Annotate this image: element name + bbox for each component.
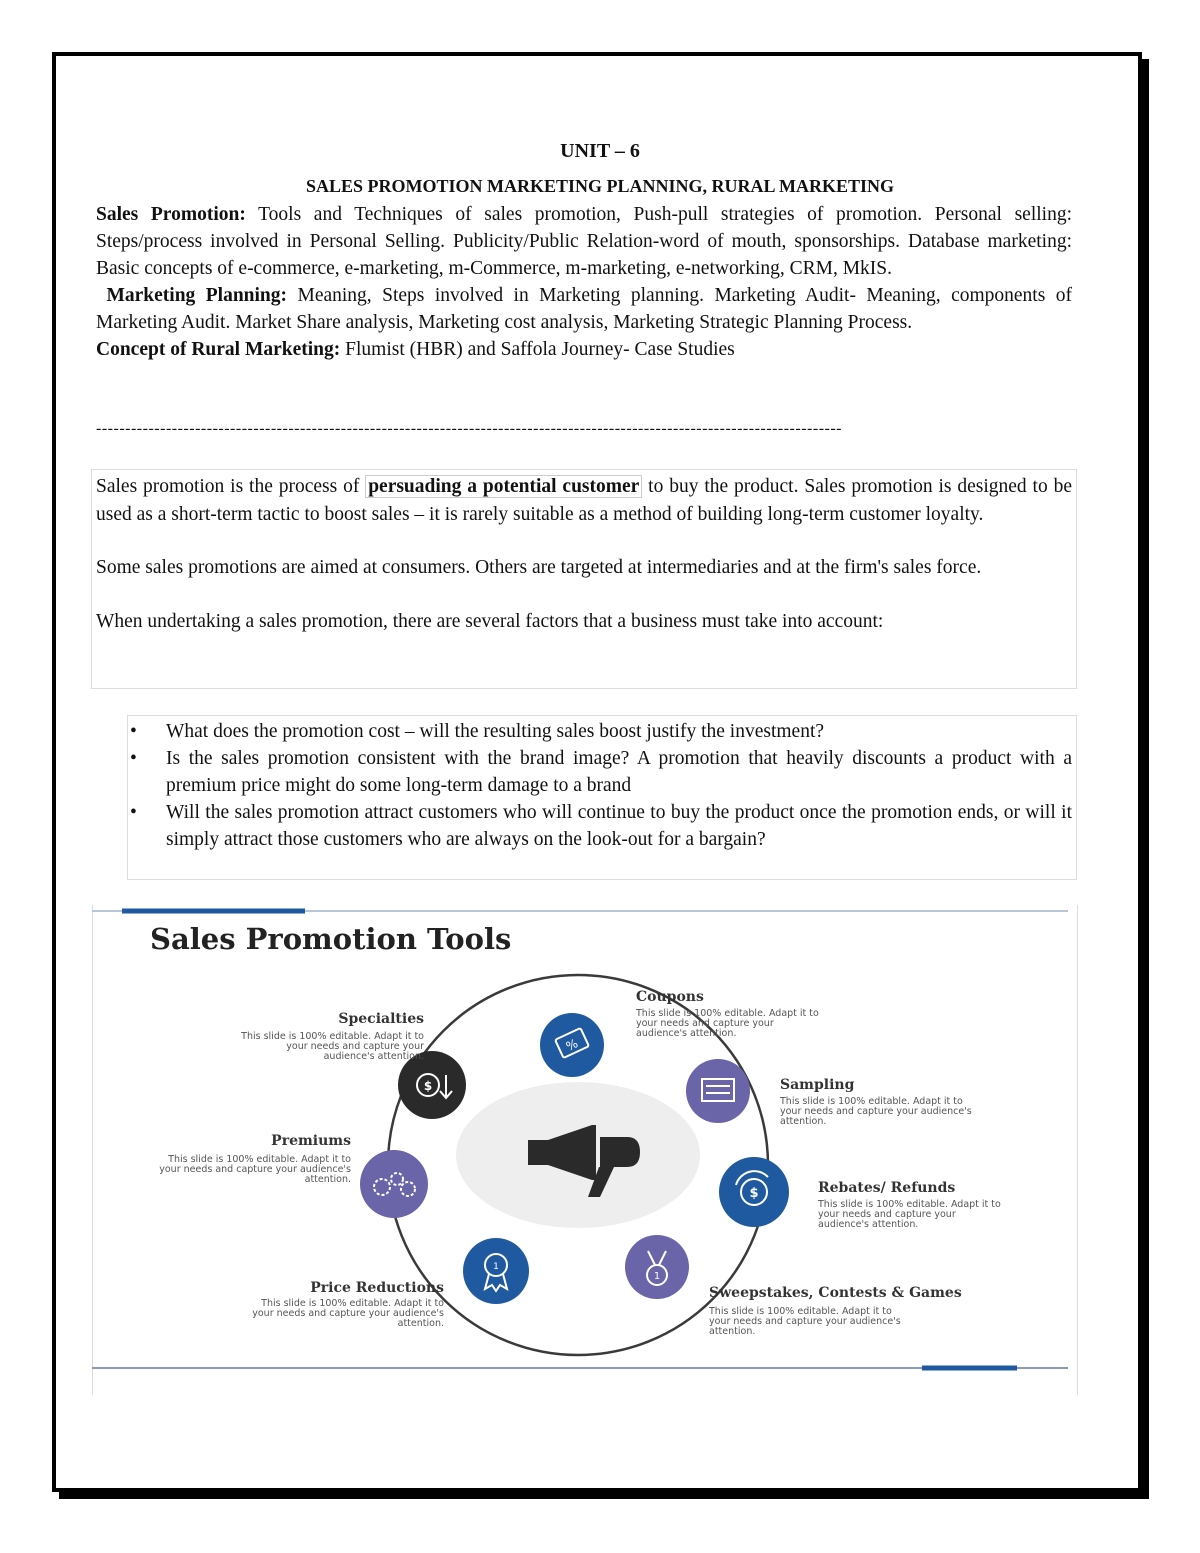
tool-coupons [635, 989, 819, 1039]
figure-title: Sales Promotion Tools [150, 922, 512, 956]
list-item [128, 718, 1072, 745]
tool-rebates-refunds [817, 1180, 1001, 1230]
tool-desc: your needs and capture your audience's [159, 1164, 351, 1175]
award-ribbon-icon [463, 1238, 529, 1304]
tool-sampling [779, 1077, 972, 1127]
tool-name: Sweepstakes, Contests & Games [709, 1285, 962, 1301]
intro-paragraph [96, 473, 1072, 528]
tool-desc: attention. [304, 1174, 351, 1185]
syllabus-block [96, 201, 1072, 363]
tool-desc: This slide is 100% editable. Adapt it to [261, 1298, 444, 1309]
tool-name: Specialties [338, 1011, 424, 1027]
gears-icon [360, 1150, 428, 1218]
tool-premiums [159, 1133, 351, 1185]
list-item [128, 799, 1072, 853]
refund-icon [719, 1157, 789, 1227]
tool-desc: This slide is 100% editable. Adapt it to [168, 1154, 351, 1165]
tool-desc: your needs and capture your audience's [780, 1106, 972, 1117]
factors-box [127, 715, 1077, 880]
list-item-text: What does the promotion cost – will the resulting sales boost justify the investment? [166, 721, 825, 742]
section-title: SALES PROMOTION MARKETING PLANNING, RURAL MARKETING [305, 176, 895, 196]
unit-title: UNIT – 6 [560, 140, 640, 162]
tool-sweepstakes [708, 1285, 962, 1337]
intro-paragraph: When undertaking a sales promotion, there are several factors that a business must take into account: [96, 610, 884, 632]
sales-promotion-tools-figure [92, 905, 1078, 1395]
intro-paragraph: Some sales promotions are aimed at consumers. Others are targeted at intermediaries and at the firm's sales force. [96, 557, 982, 578]
tools-diagram [92, 905, 1078, 1395]
tool-desc: attention. [780, 1116, 827, 1127]
sampling-icon [686, 1059, 750, 1123]
tool-desc: your needs and capture your audience's [709, 1316, 901, 1327]
factors-list [128, 718, 1072, 853]
coupon-icon [540, 1013, 604, 1077]
list-item-text: Is the sales promotion consistent with the brand image? A promotion that heavily discounts a product with a premium price might do some long-term damage to a brand [166, 748, 1072, 796]
tool-name: Rebates/ Refunds [818, 1180, 956, 1196]
tool-desc: your needs and capture your [818, 1209, 956, 1220]
list-item-text: Will the sales promotion attract customers who will continue to buy the product once the promotion ends, or will it simply attract those customers who are always on the look-out for a bargain? [166, 802, 1072, 850]
tool-desc: This slide is 100% editable. Adapt it to [780, 1096, 963, 1107]
bullet-icon: • [130, 721, 137, 742]
tool-desc: audience's attention. [818, 1219, 919, 1230]
svg-text:$: $ [749, 1186, 759, 1201]
tool-desc: This slide is 100% editable. Adapt it to [818, 1199, 1001, 1210]
syllabus-heading: Marketing Planning: [106, 285, 288, 306]
tool-desc: This slide is 100% editable. Adapt it to [709, 1306, 892, 1317]
svg-text:1: 1 [493, 1262, 499, 1272]
tool-specialties [240, 1011, 424, 1062]
tool-price-reductions [252, 1280, 444, 1329]
tool-desc: your needs and capture your [636, 1018, 774, 1029]
tool-desc: your needs and capture your [286, 1041, 424, 1052]
tool-desc: audience's attention. [636, 1028, 737, 1039]
dashed-divider: -------------------------------------------------------------------------------------------------------------------------------- [96, 420, 842, 437]
tool-name: Premiums [271, 1133, 351, 1149]
syllabus-text: Meaning, Steps involved in Marketing planning. Marketing Audit- Meaning, components of Marketing Audit. Market Share analysis, Marketing cost analysis, Marketing Strategic Planning Process. [96, 285, 1073, 333]
medal-icon [625, 1235, 689, 1299]
tool-desc: This slide is 100% editable. Adapt it to [636, 1008, 819, 1019]
intro-text: Sales promotion is the process of [96, 476, 366, 497]
tool-name: Sampling [780, 1077, 855, 1093]
tool-name: Coupons [636, 989, 704, 1005]
svg-text:1: 1 [653, 1271, 661, 1282]
syllabus-rural-marketing [96, 336, 1072, 363]
syllabus-text: Flumist (HBR) and Saffola Journey- Case Studies [340, 339, 735, 360]
intro-box [91, 469, 1077, 689]
svg-text:%: % [563, 1036, 581, 1054]
syllabus-sales-promotion [96, 201, 1072, 282]
keyword-highlight: persuading a potential customer [365, 475, 642, 498]
intro-text: to buy the product. Sales promotion is designed to be used as a short-term tactic to boost sales – it is rarely suitable as a method of building long-term customer loyalty. [96, 476, 1072, 525]
bullet-icon: • [130, 802, 137, 823]
syllabus-heading: Sales Promotion: [96, 204, 246, 225]
tool-desc: This slide is 100% editable. Adapt it to [241, 1031, 424, 1042]
bullet-icon: • [130, 748, 137, 769]
tool-desc: your needs and capture your audience's [252, 1308, 444, 1319]
tool-desc: attention. [709, 1326, 756, 1337]
syllabus-marketing-planning [96, 282, 1072, 336]
tool-desc: attention. [397, 1318, 444, 1329]
syllabus-heading: Concept of Rural Marketing: [96, 339, 341, 360]
list-item [128, 745, 1072, 799]
tool-desc: audience's attention. [323, 1051, 424, 1062]
svg-text:$: $ [423, 1079, 433, 1093]
syllabus-text: Tools and Techniques of sales promotion, Push-pull strategies of promotion. Personal selling: Steps/process involved in Personal Selling. Publicity/Public Relation-word of mouth, sponsorships. Database marketing: Basic concepts of e-commerce, e-marketing, m-Commerce, m-marketing, e-networking, CRM, MkIS. [96, 204, 1072, 279]
tool-name: Price Reductions [310, 1280, 444, 1296]
